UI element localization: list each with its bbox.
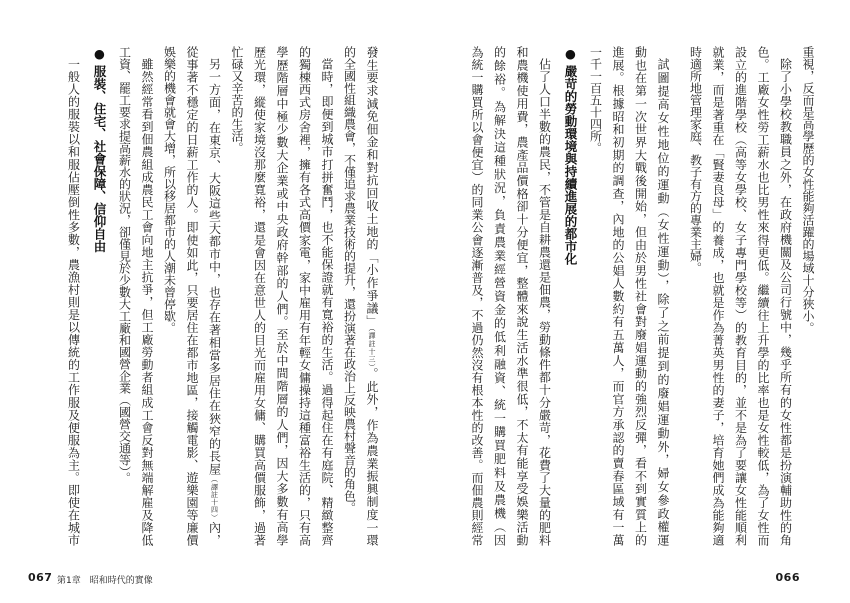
text-column: 重視，反而是高學歷的女性能夠活躍的場域十分狹小。 — [801, 46, 815, 334]
text-column: 設立的進階學校（高等女學校、女子專門學校等）的教育目的，並不是為了要讓女性能順利 — [733, 46, 748, 546]
paragraph — [226, 46, 339, 546]
text-column: 的獨棟西式房舍裡，擁有各式高價家電，家中雇用有年輕女傭操持這種富裕生活的，只有高 — [297, 46, 312, 546]
text-column: 的全國性組織農會，不僅追求農業技術的提升，還扮演著在政治上反映農村聲音的角色。 — [342, 46, 357, 514]
bullet-icon: ● — [563, 46, 578, 61]
paragraph — [62, 46, 85, 546]
text-segment: 另一方面，在東京、大阪這些大都市中，也存在著相當多居住在狹窄的長屋 — [207, 58, 222, 476]
page-number: 066 — [775, 571, 800, 584]
text-column: 時適所地管理家庭、教子有方的專業主婦。 — [688, 46, 703, 274]
text-column: 學歷階層中極少數大企業或中央政府幹部的人們。至於中間階層的人們，因大多數有高學 — [275, 46, 289, 546]
right-page-text — [466, 46, 820, 546]
section-heading — [88, 46, 111, 546]
text-segment: 。此外，作為農業振興制度一環 — [365, 367, 379, 546]
text-column: 就業，而是著重在「賢妻良母」的養成，也就是作為菁英男性的妻子，培育她們成為能夠適 — [711, 46, 725, 546]
text-column: 當時，即便到城市打拼奮鬥，也不能保證就有寬裕的生活。過得起住在有庭院、精緻整齊 — [320, 58, 334, 546]
text-column: 一般人的服裝以和服佔壓倒性多數，農漁村則是以傳統的工作服及便服為主。即使在城市 — [66, 58, 81, 546]
section-heading-text: 嚴苛的勞動環境與持續進展的都市化 — [563, 65, 578, 265]
text-column — [361, 46, 384, 546]
section-heading-text: 服裝、住宅、社會保障、信仰自由 — [92, 65, 107, 253]
translator-note-marker: （譯註十三） — [368, 327, 376, 368]
text-column: 除了小學校教職員之外，在政府機關及公司行號中，幾乎所有的女性都是扮演輔助性的角 — [778, 58, 793, 546]
left-page-text — [62, 46, 383, 546]
text-segment: 內， — [207, 521, 222, 546]
text-column: 為統一購買所以會便宜）的同業公會逐漸普及，不過仍然沒有根本性的改善。而佃農則經常 — [470, 46, 484, 546]
paragraph — [338, 46, 383, 546]
text-column: 和農機使用費，農產品價格卻十分便宜，整體來說生活水準很低，不太有能享受娛樂活動 — [515, 46, 529, 546]
bullet-icon: ● — [92, 46, 107, 61]
page-number: 067 — [28, 571, 53, 584]
text-column: 佔了人口半數的農民，不管是自耕農還是佃農，勞動條件都十分嚴苛，花費了大量的肥料 — [537, 58, 552, 546]
text-column: 工資、罷工要求提高薪水的狀況，卻僅見於少數大工廠和國營企業（國營交通等）。 — [117, 46, 132, 484]
text-column: 進展。根據昭和初期的調查，內地的公娼人數約有五萬人，而官方承認的賣春區域有一萬 — [611, 46, 625, 546]
paragraph — [584, 46, 674, 546]
text-column: 動也在第一次世界大戰後開始，但由於男性社會對廢娼運動的強烈反彈，看不到實質上的 — [633, 46, 648, 546]
text-segment: 發生要求減免佃金和對抗回收土地的「小作爭議」 — [365, 46, 379, 328]
text-column: 歷光環，縱使家境沒那麼寬裕，還是會因在意世人的目光而雇用女傭、購買高價服飾，過著 — [252, 46, 267, 546]
paragraph — [466, 46, 556, 546]
text-column: 雖然經常看到佃農組成農民工會向地主抗爭，但工廠勞動者組成工會反對無端解雇及降低 — [140, 58, 154, 546]
text-column: 試圖提高女性地位的運動（女性運動），除了之前提到的廢娼運動外，婦女參政權運 — [656, 58, 670, 546]
translator-note-marker: （譯註十四） — [210, 475, 219, 522]
text-column: 娛樂的機會就會大增，所以移居都市的人潮未曾停歇。 — [162, 46, 177, 334]
text-column: 的餘裕。為解決這種狀況，負責農業經營資金的低利融資、統一購買肥料及農機（因 — [492, 46, 507, 546]
paragraph — [797, 46, 820, 546]
paragraph — [158, 46, 226, 546]
text-column: 一千一百五十四所。 — [588, 46, 603, 154]
text-column: 忙碌又辛苦的生活。 — [230, 46, 244, 154]
paragraph — [113, 46, 158, 546]
text-column — [203, 46, 226, 546]
text-column: 色。工廠女性勞工薪水也比男性來得更低。繼續往上升學的比率也是女性較低，為了女性而 — [756, 46, 770, 546]
text-column: 從事著不穩定的日薪工作的人。即使如此，只要居住在都市地區，接觸電影、遊樂園等廉價 — [185, 46, 199, 546]
paragraph — [684, 46, 797, 546]
section-heading — [559, 46, 582, 546]
running-head: 第1章 昭和時代的實像 — [57, 576, 153, 586]
